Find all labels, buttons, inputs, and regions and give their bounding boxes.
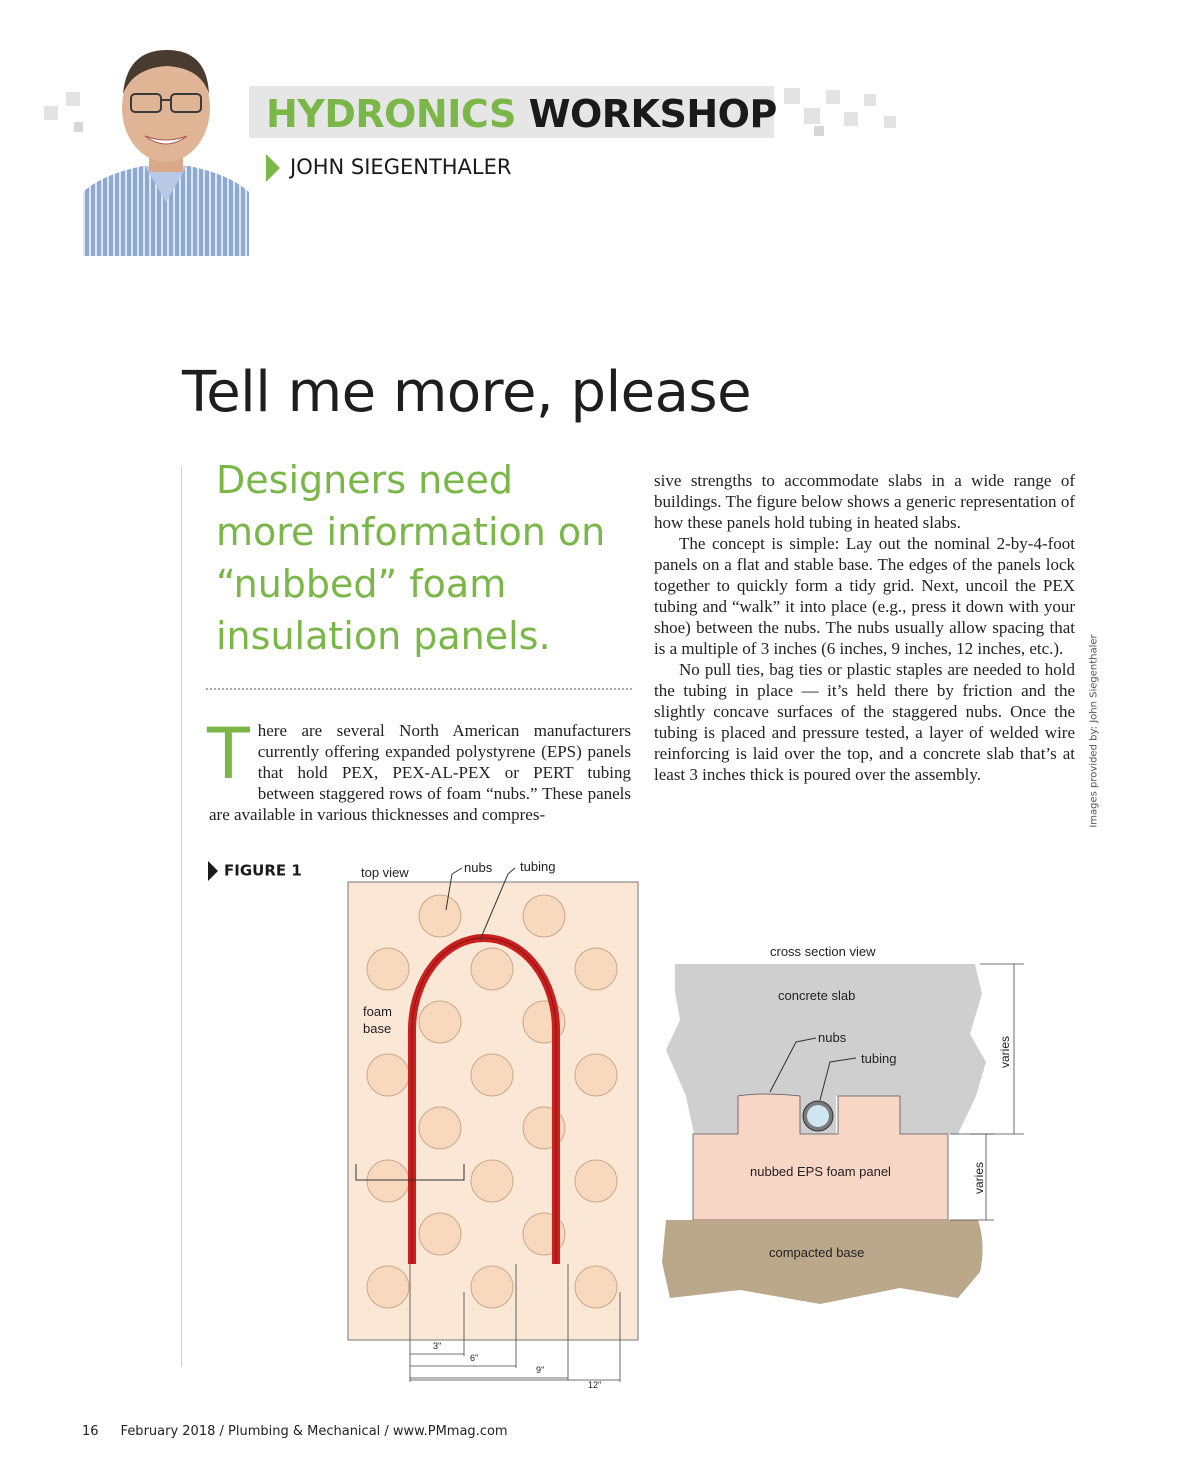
author-portrait [83,42,249,256]
cross-section-title: cross section view [770,944,876,959]
foam-nub [419,1001,461,1043]
column-divider [181,467,182,1367]
author-byline [266,154,511,182]
page-number: 16 [82,1424,99,1439]
top-tubing-label: tubing [520,859,556,874]
foam-nub [471,1160,513,1202]
foam-base-label-2: base [363,1021,392,1036]
section-word-workshop: WORKSHOP [528,92,777,136]
image-credit [1084,634,1104,828]
body-column-2 [654,470,1075,785]
foam-nub [367,1160,409,1202]
cs-nubs-label: nubs [818,1030,847,1045]
section-title [266,92,777,136]
top-view-title: top view [361,865,409,880]
foam-nub [575,1054,617,1096]
foam-nub [575,1160,617,1202]
compacted-base-label: compacted base [769,1245,865,1260]
foam-nub [575,1266,617,1308]
concrete-slab-label: concrete slab [778,988,856,1003]
figure-label [208,861,302,881]
foam-nub [471,1266,513,1308]
dotted-rule [206,688,632,690]
section-word-hydronics: HYDRONICS [266,92,516,136]
foam-nub [419,1213,461,1255]
body-paragraph-continued: sive strengths to accommodate slabs in a wide range of buildings. The figure below shows a generic representation of how these panels hold tubing in heated slabs. [654,471,1075,532]
page-title: Tell me more, please [182,360,752,425]
triangle-bullet-icon [208,861,218,881]
page-footer [82,1424,508,1439]
foam-nub [419,895,461,937]
dim-3-label: 3" [433,1341,442,1351]
figure-diagram [330,852,1050,1392]
footer-issue: February 2018 / Plumbing & Mechanical / www.PMmag.com [120,1424,508,1439]
author-name: JOHN SIEGENTHALER [290,155,512,179]
varies-label-2: varies [972,1161,986,1194]
deck-subtitle: Designers need more information on “nubbed” foam insulation panels. [216,458,606,658]
cs-tubing-label: tubing [861,1051,897,1066]
varies-label-1: varies [998,1035,1012,1068]
body-paragraph-1: here are several North American manufacturers currently offering expanded polystyrene (EPS) panels that hold PEX, PEX-AL-PEX or PERT tubing between staggered rows of foam “nubs.” These panels are available in various thicknesses and compres- [209,721,631,824]
foam-nub [471,948,513,990]
foam-nub [367,948,409,990]
compacted-base [662,1220,983,1304]
foam-nub [419,1107,461,1149]
body-paragraph-2: The concept is simple: Lay out the nominal 2-by-4-foot panels on a flat and stable base. The edges of the panels lock together to quickly form a tidy grid. Next, uncoil the PEX tubing and “walk” it into place (e.g., press it down with your shoe) between the nubs. The nubs usually allow spacing that is a multiple of 3 inches (6 inches, 9 inches, 12 inches, etc.). [654,534,1075,658]
top-nubs-label: nubs [464,860,493,875]
foam-nub [367,1266,409,1308]
drop-cap: T [207,713,250,795]
foam-nub [523,895,565,937]
foam-nub [471,1054,513,1096]
dim-12-label: 12" [588,1380,602,1390]
image-credit-text: Images provided by: John Siegenthaler [1088,634,1100,828]
dim-6-label: 6" [470,1353,479,1363]
foam-panel-label: nubbed EPS foam panel [750,1164,891,1179]
triangle-bullet-icon [266,154,280,182]
foam-nub [575,948,617,990]
foam-nub [367,1054,409,1096]
body-column-1 [207,713,631,825]
body-paragraph-3: No pull ties, bag ties or plastic staples are needed to hold the tubing in place — it’s held there by friction and the slightly concave surfaces of the staggered nubs. Once the tubing is placed and pressure tested, a layer of welded wire reinforcing is laid over the top, and a concrete slab that’s at least 3 inches thick is poured over the assembly. [654,660,1075,784]
foam-base-label-1: foam [363,1004,392,1019]
dim-9-label: 9" [536,1365,545,1375]
figure-label-text: FIGURE 1 [224,861,302,880]
